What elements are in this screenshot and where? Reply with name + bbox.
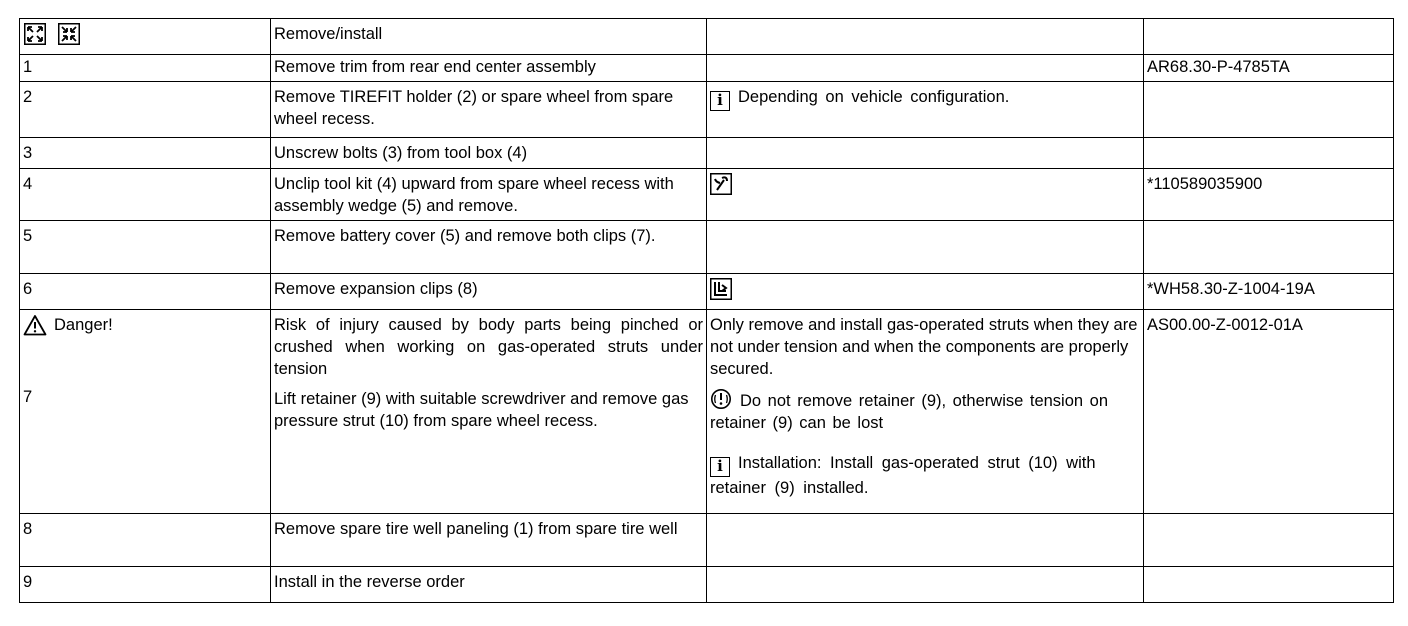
step-action [271,310,707,514]
step-reference-link[interactable]: AS00.00-Z-0012-01A [1144,310,1394,514]
header-empty-cell [707,19,1144,55]
step-number: 6 [20,274,271,310]
danger-cell [20,310,271,514]
header-title: Remove/install [271,19,707,55]
note-text: Depending on vehicle configuration. [738,88,1010,106]
step-number: 9 [20,567,271,603]
step-reference [1144,514,1394,567]
table-row [20,221,1394,274]
special-tool-icon[interactable] [710,173,732,195]
step-number: 3 [20,138,271,169]
table-row [20,567,1394,603]
table-row [20,82,1394,138]
step-action: Unclip tool kit (4) upward from spare wheel recess with assembly wedge (5) and remove. [271,169,707,221]
table-row [20,514,1394,567]
note-main: Only remove and install gas-operated struts when they are not under tension and when the components are properly secured. [710,316,1138,378]
step-note [707,567,1144,603]
step-reference [1144,82,1394,138]
step-note [707,221,1144,274]
danger-row [20,310,1394,514]
risk-text: Risk of injury caused by body parts being pinched or crushed when working on gas-operated struts under tension [274,316,703,378]
info-icon: i [710,91,730,111]
step-reference-link[interactable]: AR68.30-P-4785TA [1144,55,1394,82]
install-text: Installation: Install gas-operated strut (10) with retainer (9) installed. [710,454,1096,497]
collapse-icon[interactable] [58,23,80,45]
step-note [707,82,1144,138]
step-reference [1144,567,1394,603]
step-note [707,274,1144,310]
table-row [20,55,1394,82]
step-action: Remove TIREFIT holder (2) or spare wheel from spare wheel recess. [271,82,707,138]
workshop-tool-icon[interactable] [710,278,732,300]
header-icons-cell [20,19,271,55]
step-action: Remove trim from rear end center assembly [271,55,707,82]
step-reference [1144,221,1394,274]
procedure-table [19,18,1394,603]
step-action: Remove spare tire well paneling (1) from spare tire well [271,514,707,567]
step-reference-link[interactable]: *WH58.30-Z-1004-19A [1144,274,1394,310]
step-number: 2 [20,82,271,138]
step-number: 5 [20,221,271,274]
header-empty-cell [1144,19,1394,55]
step-reference [1144,138,1394,169]
step-action: Remove expansion clips (8) [271,274,707,310]
danger-text: Danger! [54,316,113,334]
table-row [20,138,1394,169]
step-reference-link[interactable]: *110589035900 [1144,169,1394,221]
info-icon: i [710,457,730,477]
step-action: Unscrew bolts (3) from tool box (4) [271,138,707,169]
step-note [707,138,1144,169]
warning-triangle-icon [23,314,47,336]
step-number: 8 [20,514,271,567]
step-number: 7 [23,388,33,406]
header-row [20,19,1394,55]
danger-label [23,314,113,336]
table-row [20,274,1394,310]
expand-icon[interactable] [24,23,46,45]
caution-text: Do not remove retainer (9), otherwise tension on retainer (9) can be lost [710,392,1109,432]
step-number: 1 [20,55,271,82]
step-note [707,169,1144,221]
step-note [707,310,1144,514]
step-number: 4 [20,169,271,221]
step-action-text: Lift retainer (9) with suitable screwdriver and remove gas pressure strut (10) from spare wheel recess. [274,390,689,430]
step-action: Install in the reverse order [271,567,707,603]
step-note [707,55,1144,82]
install-note [710,452,1140,499]
step-action: Remove battery cover (5) and remove both clips (7). [271,221,707,274]
step-note [707,514,1144,567]
table-row [20,169,1394,221]
caution-note [710,388,1140,434]
caution-icon [710,388,732,410]
